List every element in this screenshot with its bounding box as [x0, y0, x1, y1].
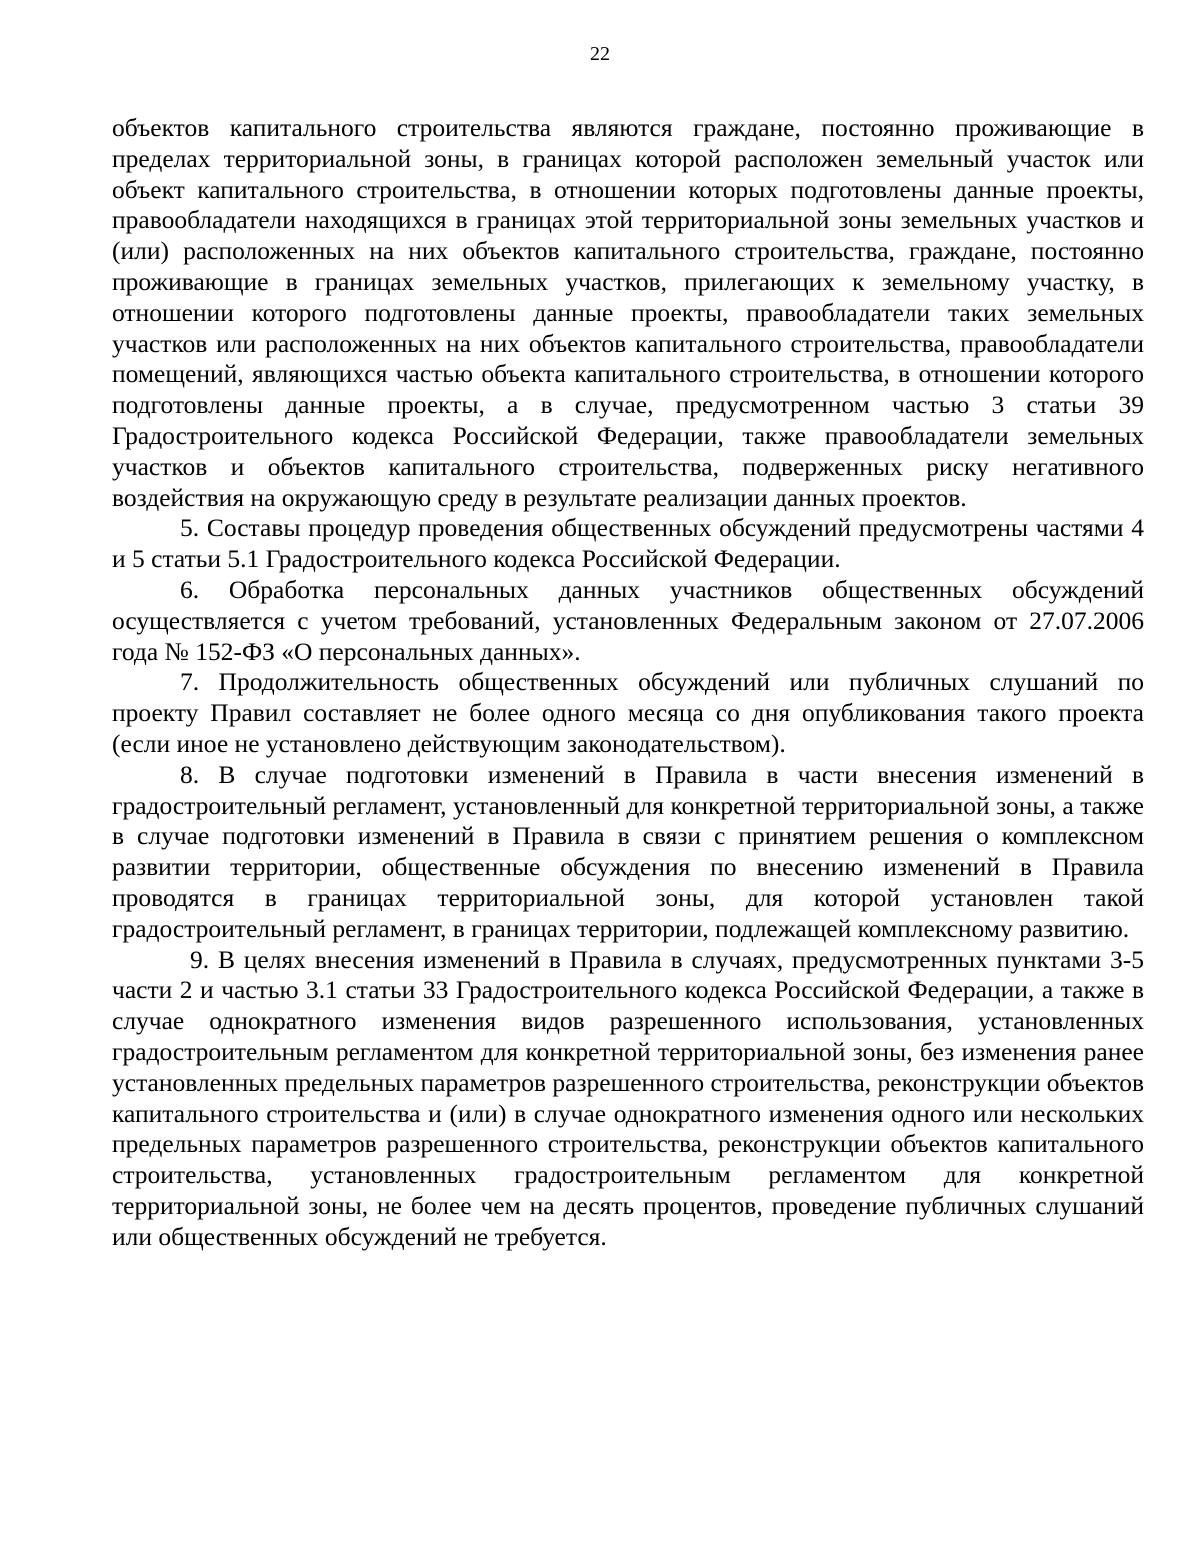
paragraph-item-8: 8. В случае подготовки изменений в Правила в части внесения изменений в градостроительный регламент, установленный для конкретной территориальной зоны, а также в случае подготовки изменений в Правила в связи с принятием решения о комплексном развитии территории, общественные обсуждения по внесению изменений в Правила проводятся в границах территориальной зоны, для которой установлен такой градостроительный регламент, в границах территории, подлежащей комплексному развитию. [112, 759, 1144, 943]
paragraph-item-9: 9. В целях внесения изменений в Правила в случаях, предусмотренных пунктами 3-5 части 2 и частью 3.1 статьи 33 Градостроительного кодекса Российской Федерации, а также в случае однократного изменения видов разрешенного использования, установленных градостроительным регламентом для конкретной территориальной зоны, без изменения ранее установленных предельных параметров разрешенного строительства, реконструкции объектов капитального строительства и (или) в случае однократного изменения одного или нескольких предельных параметров разрешенного строительства, реконструкции объектов капитального строительства, установленных градостроительным регламентом для конкретной территориальной зоны, не более чем на десять процентов, проведение публичных слушаний или общественных обсуждений не требуется. [112, 944, 1144, 1251]
document-body [112, 113, 1144, 1252]
paragraph-item-6: 6. Обработка персональных данных участников общественных обсуждений осуществляется с учетом требований, установленных Федеральным законом от 27.07.2006 года № 152-ФЗ «О персональных данных». [112, 574, 1144, 666]
paragraph-continuation: объектов капитального строительства являются граждане, постоянно проживающие в пределах территориальной зоны, в границах которой расположен земельный участок или объект капитального строительства, в отношении которых подготовлены данные проекты, правообладатели находящихся в границах этой территориальной зоны земельных участков и (или) расположенных на них объектов капитального строительства, граждане, постоянно проживающие в границах земельных участков, прилегающих к земельному участку, в отношении которого подготовлены данные проекты, правообладатели таких земельных участков или расположенных на них объектов капитального строительства, правообладатели помещений, являющихся частью объекта капитального строительства, в отношении которого подготовлены данные проекты, а в случае, предусмотренном частью 3 статьи 39 Градостроительного кодекса Российской Федерации, также правообладатели земельных участков и объектов капитального строительства, подверженных риску негативного воздействия на окружающую среду в результате реализации данных проектов. [112, 113, 1144, 512]
paragraph-item-5: 5. Составы процедур проведения общественных обсуждений предусмотрены частями 4 и 5 статьи 5.1 Градостроительного кодекса Российской Федерации. [112, 513, 1144, 574]
page-number: 22 [590, 43, 610, 65]
paragraph-item-7: 7. Продолжительность общественных обсуждений или публичных слушаний по проекту Правил составляет не более одного месяца со дня опубликования такого проекта (если иное не установлено действующим законодательством). [112, 667, 1144, 758]
